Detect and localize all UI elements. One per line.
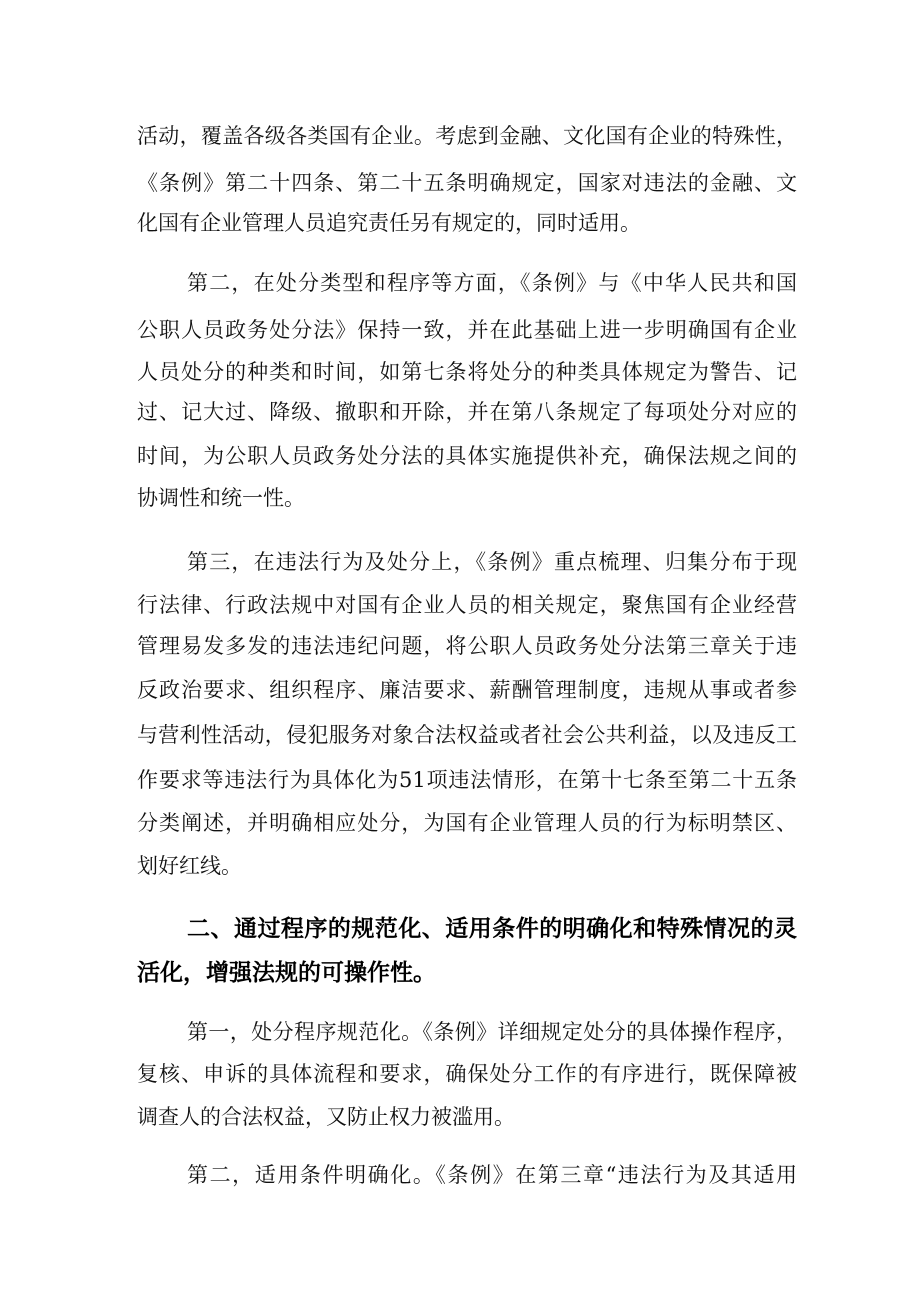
paragraph-line: 第三，在违法行为及处分上，《条例》重点梳理、归集分布于现 [187, 550, 797, 574]
paragraph-line: 分类阐述，并明确相应处分，为国有企业管理人员的行为标明禁区、 [137, 811, 797, 835]
paragraph-line: 第二，适用条件明确化。《条例》在第三章“违法行为及其适用 [187, 1163, 797, 1187]
paragraph-line: 活动，覆盖各级各类国有企业。考虑到金融、文化国有企业的特殊性， [137, 124, 797, 148]
paragraph-line: 行法律、行政法规中对国有企业人员的相关规定，聚焦国有企业经营 [137, 593, 797, 617]
paragraph-line: 反政治要求、组织程序、廉洁要求、薪酬管理制度，违规从事或者参 [137, 678, 797, 702]
paragraph-line: 时间，为公职人员政务处分法的具体实施提供补充，确保法规之间的 [137, 444, 797, 468]
paragraph-line: 第一，处分程序规范化。《条例》详细规定处分的具体操作程序， [187, 1020, 797, 1044]
paragraph-line: 调查人的合法权益，又防止权力被滥用。 [137, 1105, 515, 1129]
paragraph-line: 化国有企业管理人员追究责任另有规定的，同时适用。 [137, 211, 641, 235]
section-heading: 活化，增强法规的可操作性。 [137, 960, 436, 986]
paragraph-line: 管理易发多发的违法违纪问题，将公职人员政务处分法第三章关于违 [137, 634, 797, 658]
paragraph-line: 过、记大过、降级、撤职和开除，并在第八条规定了每项处分对应的 [137, 400, 797, 424]
paragraph-line: 协调性和统一性。 [137, 486, 305, 510]
paragraph-line: 第二，在处分类型和程序等方面，《条例》与《中华人民共和国 [187, 271, 797, 295]
paragraph-line: 公职人员政务处分法》保持一致，并在此基础上进一步明确国有企业 [137, 318, 797, 342]
paragraph-line: 划好红线。 [137, 854, 242, 878]
paragraph-line: 作要求等违法行为具体化为51项违法情形，在第十七条至第二十五条 [137, 768, 797, 792]
section-heading: 二、通过程序的规范化、适用条件的明确化和特殊情况的灵 [187, 916, 797, 942]
paragraph-line: 与营利性活动，侵犯服务对象合法权益或者社会公共利益，以及违反工 [137, 723, 797, 747]
paragraph-line: 《条例》第二十四条、第二十五条明确规定，国家对违法的金融、文 [137, 171, 797, 195]
paragraph-line: 复核、申诉的具体流程和要求，确保处分工作的有序进行，既保障被 [137, 1062, 797, 1086]
paragraph-line: 人员处分的种类和时间，如第七条将处分的种类具体规定为警告、记 [137, 360, 797, 384]
